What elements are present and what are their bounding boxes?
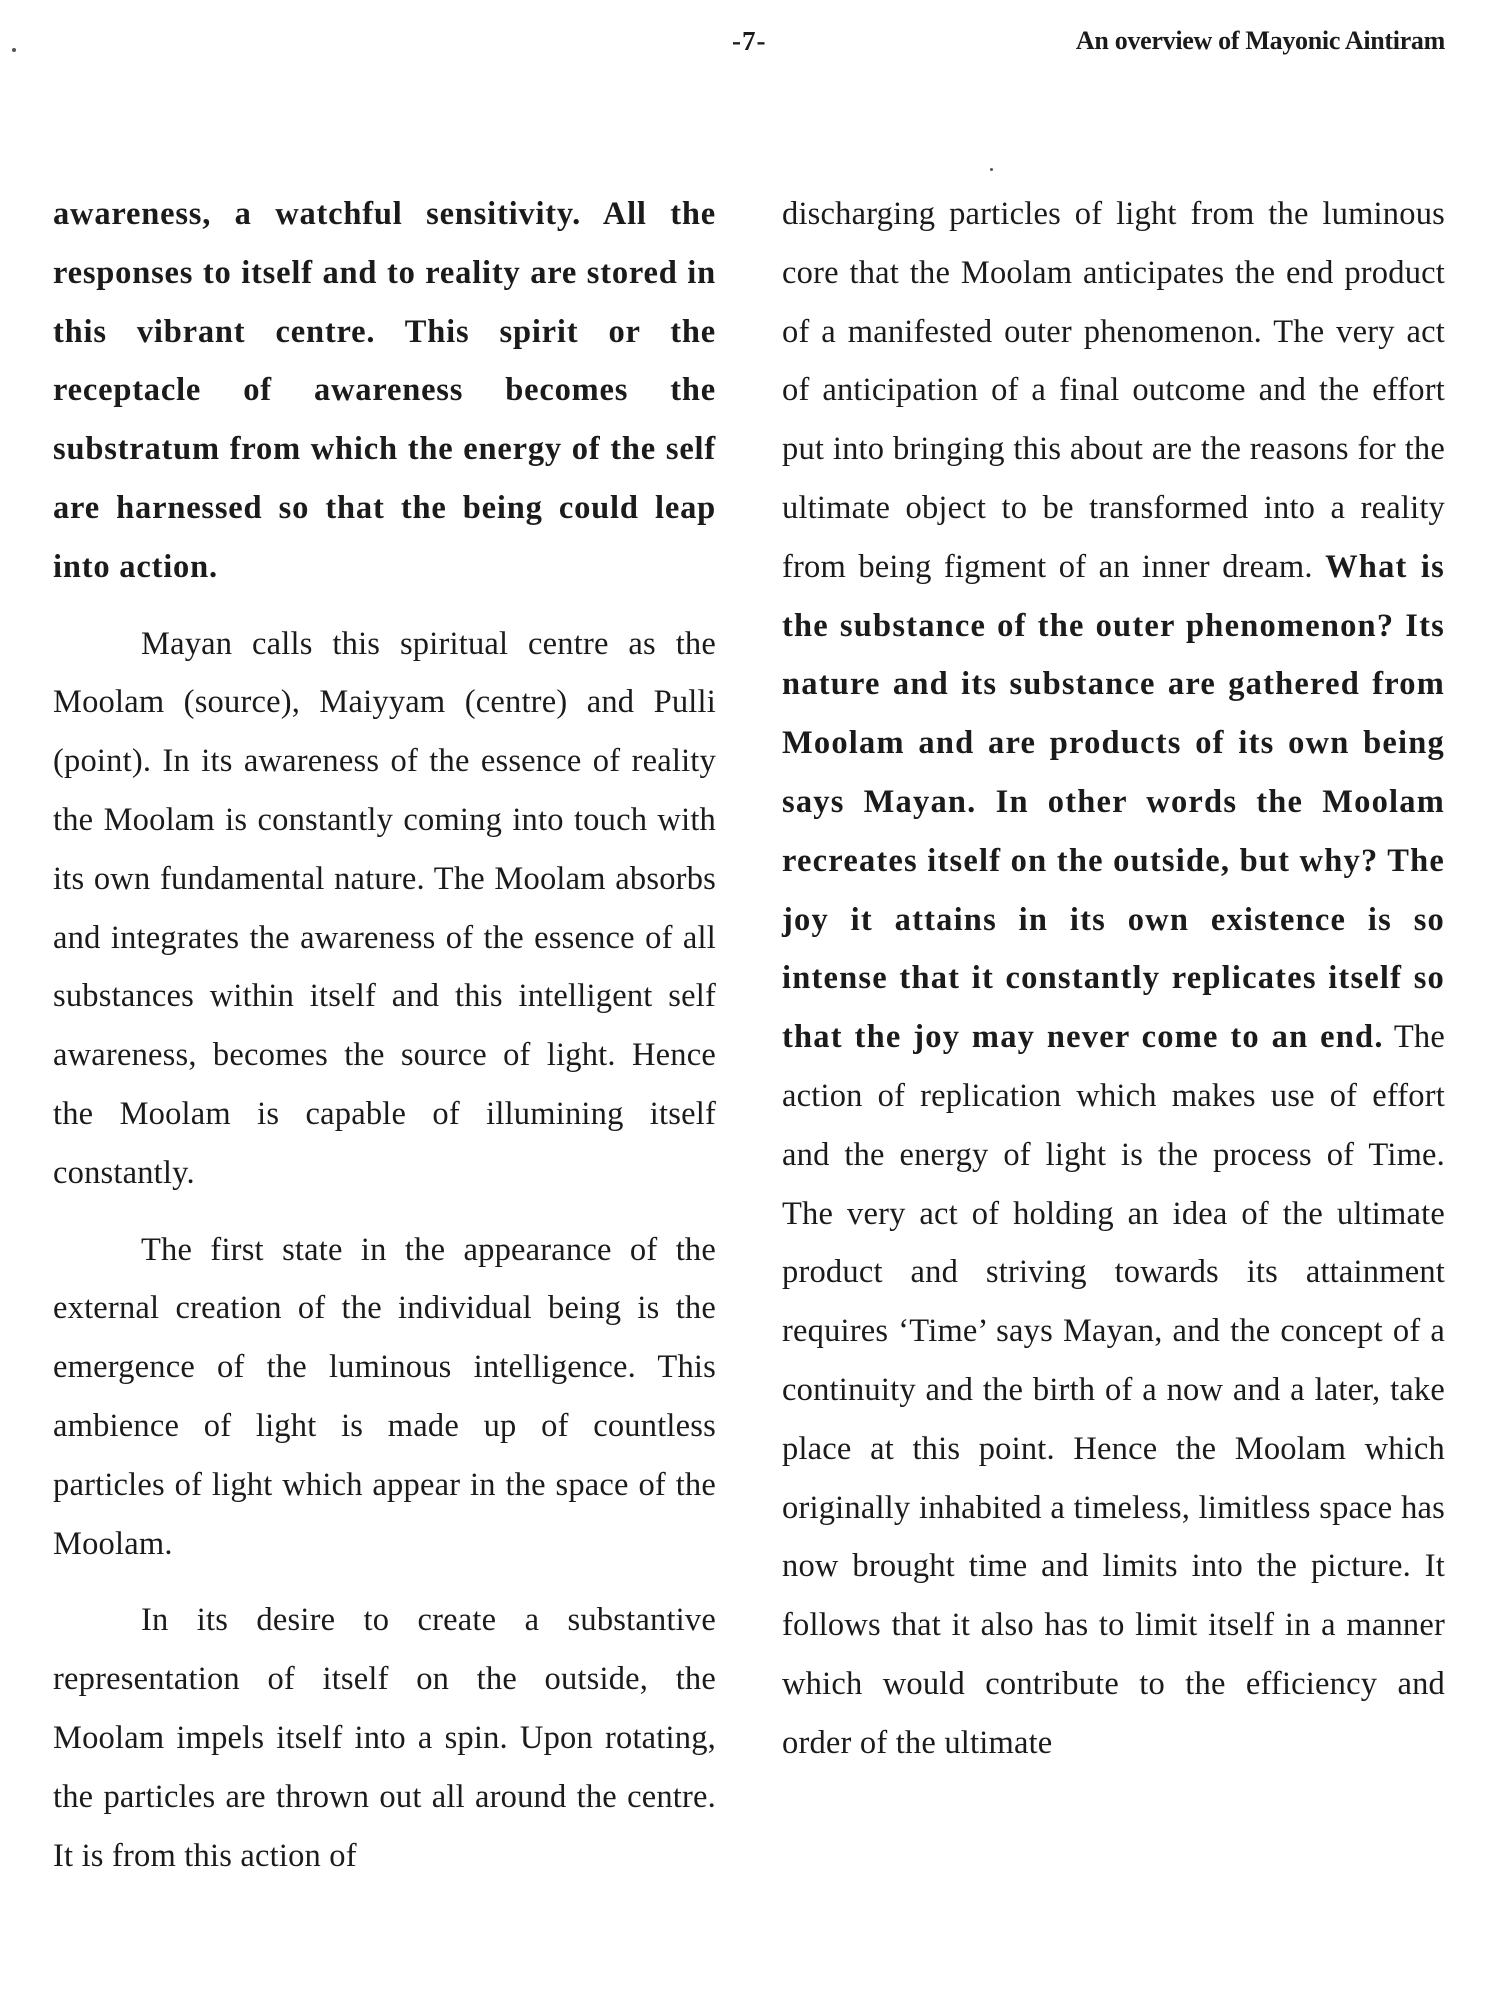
page-header [0,24,1500,64]
scan-speck [990,168,993,171]
paragraph-first-state: The first state in the appearance of the external creation of the individual being is the emergence of the luminous intelligence. This ambience of light is made up of countless particles of light which appear in the space of the Moolam. [53,1231,716,1562]
paragraph-discharging-particles [782,185,1445,1773]
paragraph-spin: In its desire to create a substantive representation of itself on the outside, the Moolam impels itself into a spin. Upon rotating, the particles are thrown out all around the centre. It is from this action of [53,1602,716,1874]
right-column [782,185,1445,1773]
bold-passage: What is the substance of the outer phenomenon? Its nature and its substance are gathered from Moolam and are products of its own being says Mayan. In other words the Moolam recreates itself on the outside, but why? The joy it attains in its own existence is so intense that it constantly replicates itself so that the joy may never come to an end. [782,548,1446,1056]
running-title: An overview of Mayonic Aintiram [1075,26,1445,55]
left-column [53,185,716,1885]
paragraph-moolam-definition: Mayan calls this spiritual centre as the Moolam (source), Maiyyam (centre) and Pulli (point). In its awareness of the essence of reality the Moolam is constantly coming into touch with its own fundamental nature. The Moolam absorbs and integrates the awareness of the essence of all substances within itself and this intelligent self awareness, becomes the source of light. Hence the Moolam is capable of illumining itself constantly. [53,625,716,1191]
page-number: -7- [732,26,767,56]
text-run: discharging particles of light from the luminous core that the Moolam anticipates the end product of a manifested outer phenomenon. The very act of anticipation of a final outcome and the effort put into bringing this about are the reasons for the ultimate object to be transformed into a reality from being figment of an inner dream. [782,196,1445,585]
paragraph-continuation-bold: awareness, a watchful sensitivity. All the responses to itself and to reality are stored in this vibrant centre. This spirit or the receptacle of awareness becomes the substratum from which the energy of the self are harnessed so that the being could leap into action. [53,196,716,585]
text-run: The action of replication which makes use of effort and the energy of light is the process of Time. The very act of holding an idea of the ultimate product and striving towards its attainment requires ‘Time’ says Mayan, and the concept of a continuity and the birth of a now and a later, take place at this point. Hence the Moolam which originally inhabited a timeless, limitless space has now brought time and limits into the picture. It follows that it also has to limit itself in a manner which would contribute to the efficiency and order of the ultimate [782,1019,1445,1761]
